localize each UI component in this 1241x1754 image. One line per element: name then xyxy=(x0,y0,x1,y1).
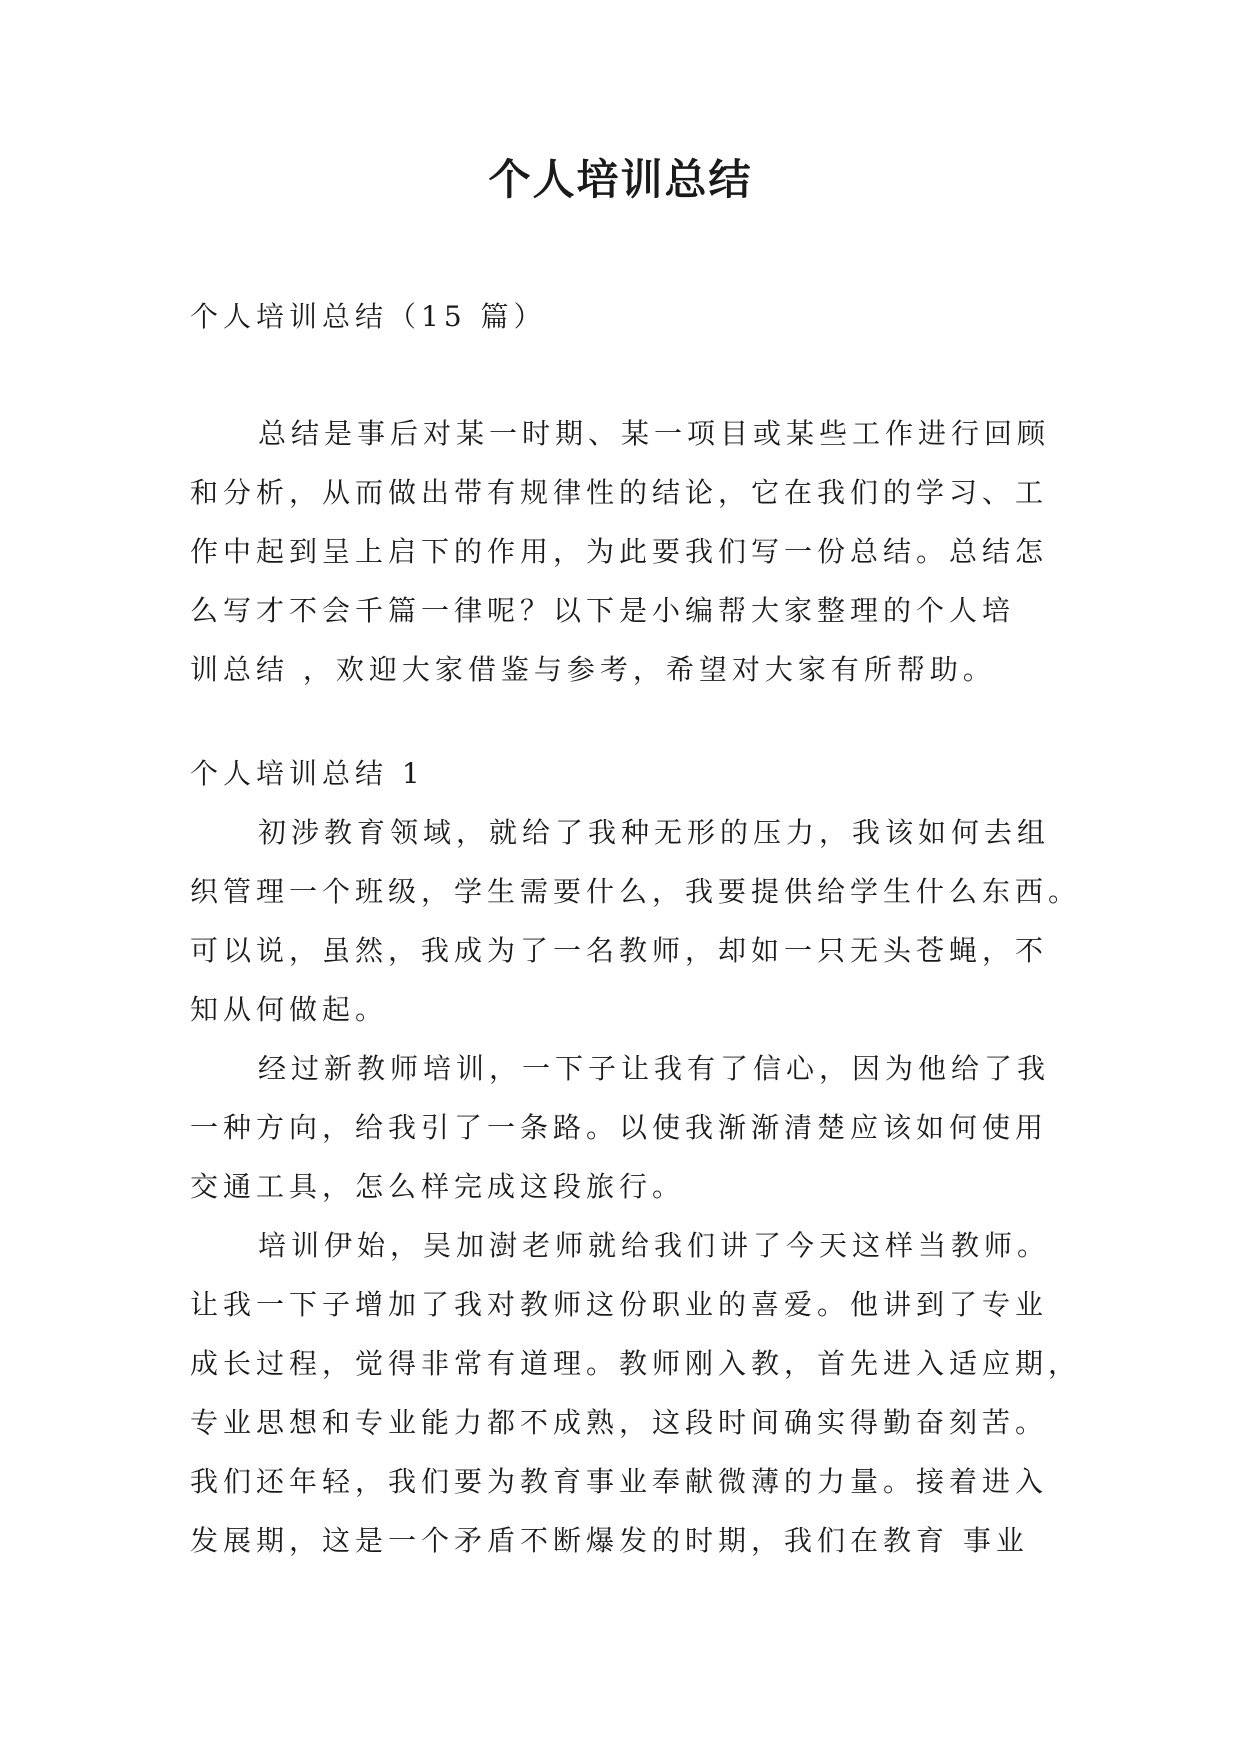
section-line: 专业思想和专业能力都不成熟，这段时间确实得勤奋刻苦。 xyxy=(190,1406,1049,1439)
section-line: 交通工具，怎么样完成这段旅行。 xyxy=(190,1170,686,1203)
section-line: 初涉教育领域，就给了我种无形的压力，我该如何去组 xyxy=(258,816,1051,849)
document-subtitle xyxy=(190,287,1060,346)
section-line: 让我一下子增加了我对教师这份职业的喜爱。他讲到了专业 xyxy=(190,1288,1049,1321)
section-line: 经过新教师培训，一下子让我有了信心，因为他给了我 xyxy=(258,1052,1051,1085)
document-title: 个人培训总结 xyxy=(488,155,753,204)
section-line: 一种方向，给我引了一条路。以使我渐渐清楚应该如何使用 xyxy=(190,1111,1049,1144)
intro-paragraph xyxy=(190,404,1060,699)
section-heading: 个人培训总结 1 xyxy=(190,757,425,790)
section-line: 培训伊始，吴加澍老师就给我们讲了今天这样当教师。 xyxy=(258,1229,1051,1262)
section-line: 知从何做起。 xyxy=(190,993,389,1026)
intro-line: 训总结 ，欢迎大家借鉴与参考，希望对大家有所帮助。 xyxy=(190,653,996,686)
intro-line: 么写才不会千篇一律呢？以下是小编帮大家整理的个人培 xyxy=(190,594,1016,627)
section-line: 可以说，虽然，我成为了一名教师，却如一只无头苍蝇，不 xyxy=(190,934,1049,967)
section-line: 我们还年轻，我们要为教育事业奉献微薄的力量。接着进入 xyxy=(190,1465,1049,1498)
intro-line: 和分析，从而做出带有规律性的结论，它在我们的学习、工 xyxy=(190,476,1049,509)
section-1 xyxy=(190,744,1082,1570)
section-line: 织管理一个班级，学生需要什么，我要提供给学生什么东西。 xyxy=(190,875,1082,908)
section-line: 成长过程，觉得非常有道理。教师刚入教，首先进入适应期， xyxy=(190,1347,1082,1380)
intro-line: 作中起到呈上启下的作用，为此要我们写一份总结。总结怎 xyxy=(190,535,1049,568)
section-line: 发展期，这是一个矛盾不断爆发的时期，我们在教育 事业 xyxy=(190,1524,1029,1557)
subtitle-text: 个人培训总结（15 篇） xyxy=(190,300,547,333)
intro-line: 总结是事后对某一时期、某一项目或某些工作进行回顾 xyxy=(258,417,1051,450)
